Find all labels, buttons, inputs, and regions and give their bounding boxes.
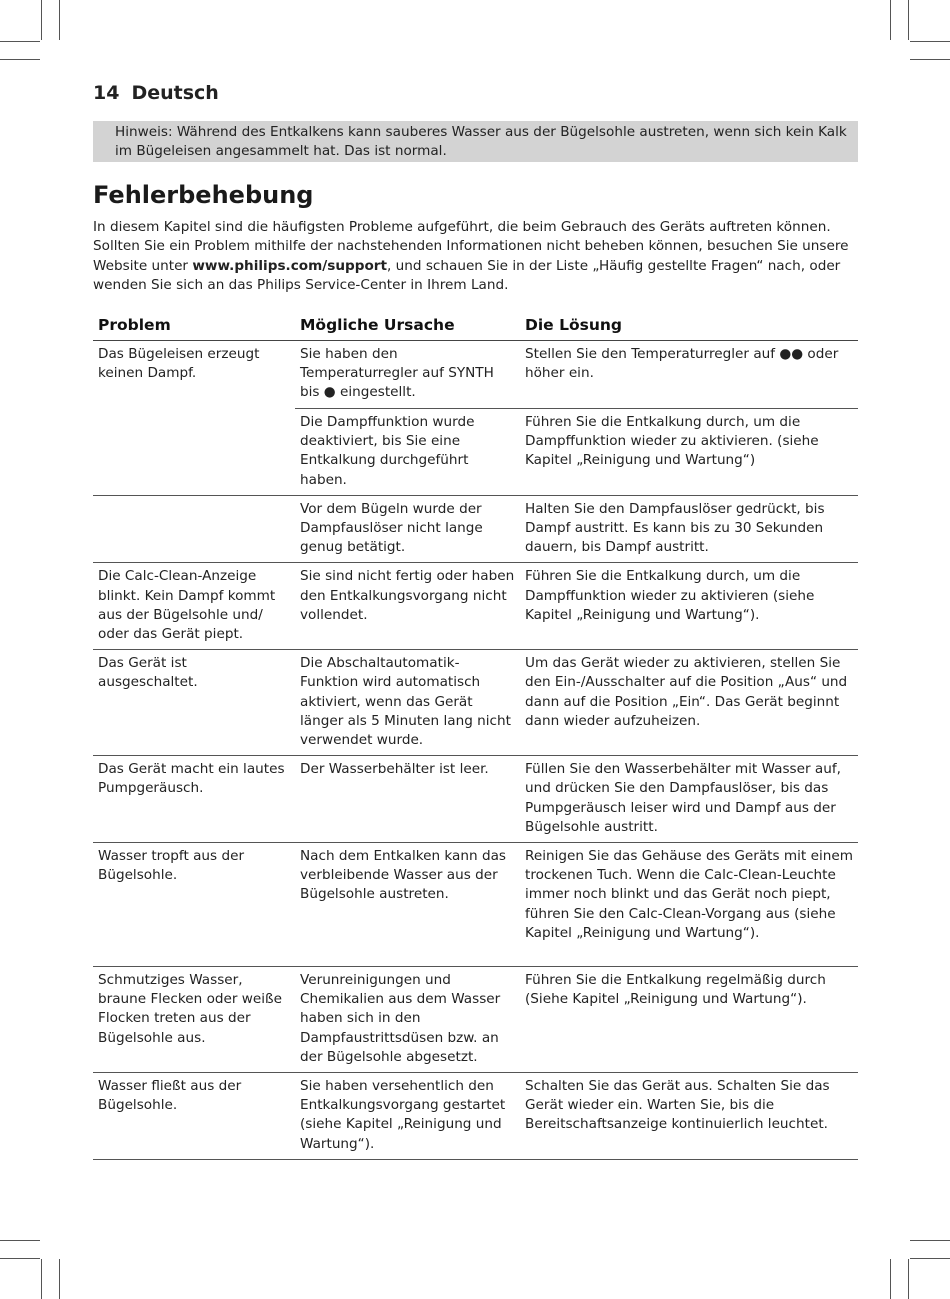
crop-mark xyxy=(59,0,60,40)
problem-cell: Wasser tropft aus der Bügelsohle. xyxy=(93,843,295,967)
solution-cell: Stellen Sie den Temperaturregler auf ●● oder höher ein. xyxy=(520,341,858,409)
table-row xyxy=(93,341,858,409)
intro-text: In diesem Kapitel sind die häufigsten Probleme aufgeführt, die beim Gebrauch des Geräts auftreten können. Sollten Sie ein Problem mithilfe der nachstehenden Informationen nicht beheben können, besuchen Sie unsere Website unter xyxy=(93,219,849,274)
solution-cell: Führen Sie die Entkalkung durch, um die Dampffunktion wieder zu aktivieren. (siehe Kapitel „Reinigung und Wartung“) xyxy=(520,409,858,496)
crop-mark xyxy=(910,1240,950,1241)
column-header-problem: Problem xyxy=(93,313,295,341)
problem-cell: Schmutziges Wasser, braune Flecken oder weiße Flocken treten aus der Bügelsohle aus. xyxy=(93,967,295,1073)
cause-cell: Nach dem Entkalken kann das verbleibende Wasser aus der Bügelsohle austreten. xyxy=(295,843,520,967)
cause-cell: Sie sind nicht fertig oder haben den Entkalkungsvorgang nicht vollendet. xyxy=(295,563,520,650)
cause-cell: Die Dampffunktion wurde deaktiviert, bis Sie eine Entkalkung durchgeführt haben. xyxy=(295,409,520,496)
crop-mark xyxy=(910,41,950,42)
solution-cell: Schalten Sie das Gerät aus. Schalten Sie das Gerät wieder ein. Warten Sie, bis die Bereitschaftsanzeige kontinuierlich leuchtet. xyxy=(520,1073,858,1160)
section-title: Fehlerbehebung xyxy=(93,181,314,209)
problem-cell: Das Gerät macht ein lautes Pumpgeräusch. xyxy=(93,756,295,843)
problem-cell: Die Calc-Clean-Anzeige blinkt. Kein Dampf kommt aus der Bügelsohle und/ oder das Gerät piept. xyxy=(93,563,295,650)
table-row xyxy=(93,967,858,1073)
table-row xyxy=(93,843,858,967)
page-language: Deutsch xyxy=(131,82,219,104)
table-row xyxy=(93,495,858,563)
solution-cell: Führen Sie die Entkalkung regelmäßig durch (Siehe Kapitel „Reinigung und Wartung“). xyxy=(520,967,858,1073)
crop-mark xyxy=(59,1259,60,1299)
note-box: Hinweis: Während des Entkalkens kann sauberes Wasser aus der Bügelsohle austreten, wenn sich kein Kalk im Bügeleisen angesammelt hat. Das ist normal. xyxy=(93,121,858,162)
cause-cell: Sie haben den Temperaturregler auf SYNTH bis ● eingestellt. xyxy=(295,341,520,409)
solution-cell: Halten Sie den Dampfauslöser gedrückt, bis Dampf austritt. Es kann bis zu 30 Sekunden dauern, bis Dampf austritt. xyxy=(520,495,858,563)
table-header-row xyxy=(93,313,858,341)
page-header xyxy=(93,82,219,104)
crop-mark xyxy=(41,1259,42,1299)
crop-mark xyxy=(890,0,891,40)
crop-mark xyxy=(910,1258,950,1259)
crop-mark xyxy=(908,1259,909,1299)
table-row xyxy=(93,1073,858,1160)
solution-cell: Reinigen Sie das Gehäuse des Geräts mit einem trockenen Tuch. Wenn die Calc-Clean-Leuchte immer noch blinkt und das Gerät noch piept, führen Sie den Calc-Clean-Vorgang aus (siehe Kapitel „Reinigung und Wartung“). xyxy=(520,843,858,967)
solution-cell: Führen Sie die Entkalkung durch, um die Dampffunktion wieder zu aktivieren (siehe Kapitel „Reinigung und Wartung“). xyxy=(520,563,858,650)
crop-mark xyxy=(908,0,909,40)
crop-mark xyxy=(41,0,42,40)
crop-mark xyxy=(0,1258,40,1259)
table-row xyxy=(93,650,858,756)
support-link[interactable]: www.philips.com/support xyxy=(192,257,387,274)
column-header-solution: Die Lösung xyxy=(520,313,858,341)
problem-cell xyxy=(93,495,295,563)
table-row xyxy=(93,409,858,496)
table-row xyxy=(93,563,858,650)
column-header-cause: Mögliche Ursache xyxy=(295,313,520,341)
crop-mark xyxy=(0,41,40,42)
problem-cell: Wasser fließt aus der Bügelsohle. xyxy=(93,1073,295,1160)
solution-cell: Um das Gerät wieder zu aktivieren, stellen Sie den Ein-/Ausschalter auf die Position „Aus“ und dann auf die Position „Ein“. Das Gerät beginnt dann wieder aufzuheizen. xyxy=(520,650,858,756)
cause-cell: Sie haben versehentlich den Entkalkungsvorgang gestartet (siehe Kapitel „Reinigung und Wartung“). xyxy=(295,1073,520,1160)
crop-mark xyxy=(910,59,950,60)
crop-mark xyxy=(0,59,40,60)
cause-cell: Die Abschaltautomatik-Funktion wird automatisch aktiviert, wenn das Gerät länger als 5 Minuten lang nicht verwendet wurde. xyxy=(295,650,520,756)
problem-cell xyxy=(93,409,295,496)
table-row xyxy=(93,756,858,843)
cause-cell: Vor dem Bügeln wurde der Dampfauslöser nicht lange genug betätigt. xyxy=(295,495,520,563)
crop-mark xyxy=(0,1240,40,1241)
intro-paragraph xyxy=(93,218,863,296)
page-number: 14 xyxy=(93,82,120,104)
solution-cell: Füllen Sie den Wasserbehälter mit Wasser auf, und drücken Sie den Dampfauslöser, bis das Pumpgeräusch leiser wird und Dampf aus der Bügelsohle austritt. xyxy=(520,756,858,843)
problem-cell: Das Gerät ist ausgeschaltet. xyxy=(93,650,295,756)
crop-mark xyxy=(890,1259,891,1299)
cause-cell: Der Wasserbehälter ist leer. xyxy=(295,756,520,843)
problem-cell: Das Bügeleisen erzeugt keinen Dampf. xyxy=(98,346,260,382)
intro-text-end: , und schauen Sie in der Liste „Häufig gestellte Fragen“ nach, oder wenden Sie sich an das Philips Service-Center in Ihrem Land. xyxy=(93,257,841,294)
troubleshooting-table xyxy=(93,313,858,1160)
cause-cell: Verunreinigungen und Chemikalien aus dem Wasser haben sich in den Dampfaustrittsdüsen bzw. an der Bügelsohle abgesetzt. xyxy=(295,967,520,1073)
